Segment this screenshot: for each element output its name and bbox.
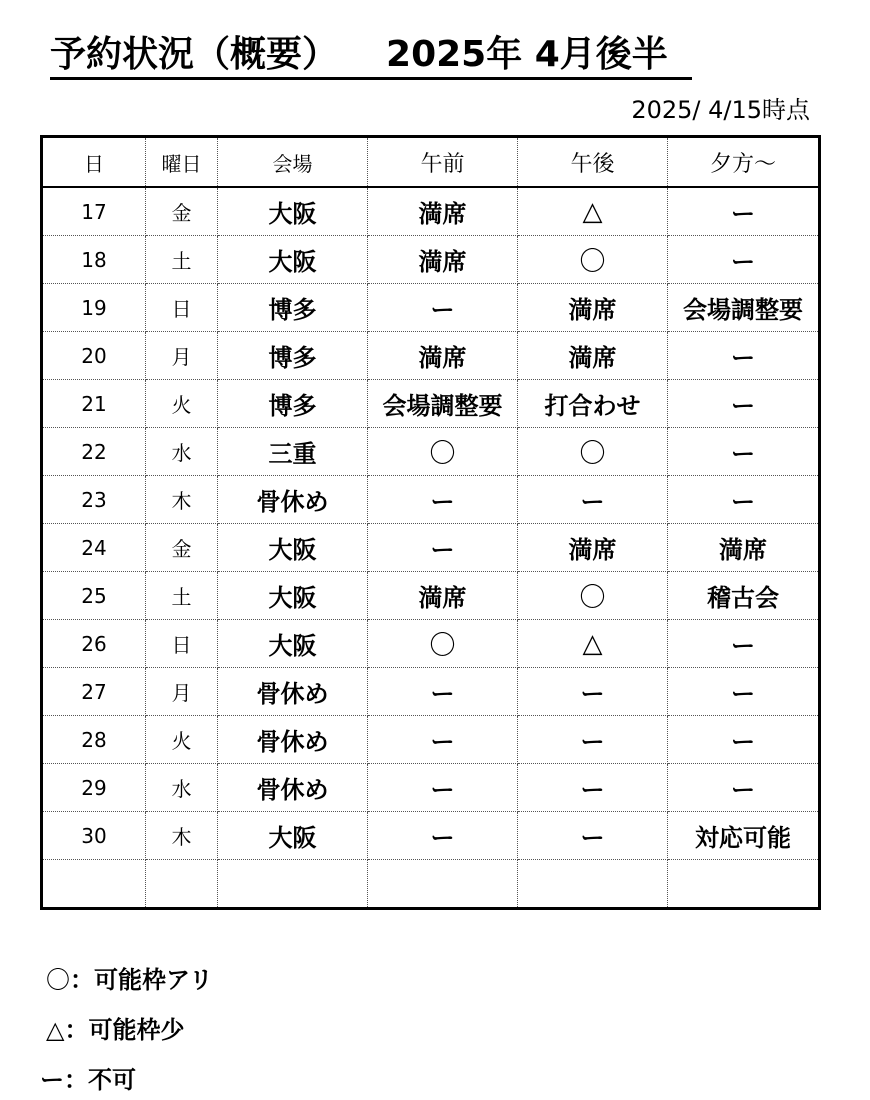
cell-afternoon: 満席	[518, 284, 668, 332]
cell-morning: 満席	[368, 236, 518, 284]
legend-item	[46, 1012, 184, 1048]
legend-text: ：可能枠少	[64, 1016, 185, 1044]
cell-evening: ー	[668, 428, 820, 476]
cell-venue: 骨休め	[218, 716, 368, 764]
page-title	[50, 30, 692, 80]
cell-weekday: 日	[146, 620, 218, 668]
cell-evening: 対応可能	[668, 812, 820, 860]
cell-afternoon: △	[518, 620, 668, 668]
table-row	[42, 572, 820, 620]
table-row	[42, 620, 820, 668]
table-row	[42, 764, 820, 812]
cell-morning: ー	[368, 716, 518, 764]
legend-symbol: 〇	[46, 966, 70, 994]
cell-afternoon: 打合わせ	[518, 380, 668, 428]
cell-afternoon: 〇	[518, 428, 668, 476]
table-row	[42, 428, 820, 476]
cell-afternoon: ー	[518, 716, 668, 764]
table-row	[42, 812, 820, 860]
cell-day: 23	[42, 476, 146, 524]
cell-venue: 大阪	[218, 572, 368, 620]
cell-evening: ー	[668, 380, 820, 428]
table-row	[42, 860, 820, 909]
cell-venue: 大阪	[218, 524, 368, 572]
cell-venue: 骨休め	[218, 764, 368, 812]
cell-day: 28	[42, 716, 146, 764]
cell-venue: 博多	[218, 380, 368, 428]
cell-morning: 満席	[368, 572, 518, 620]
cell-weekday: 水	[146, 428, 218, 476]
cell-evening: ー	[668, 476, 820, 524]
legend-item	[40, 1062, 136, 1098]
legend-text: ：可能枠アリ	[70, 966, 214, 994]
cell-morning: 会場調整要	[368, 380, 518, 428]
cell-day: 21	[42, 380, 146, 428]
cell-evening: 満席	[668, 524, 820, 572]
header-morning: 午前	[368, 137, 518, 188]
cell-afternoon: ー	[518, 812, 668, 860]
legend-item	[46, 962, 213, 998]
cell-afternoon: 満席	[518, 332, 668, 380]
cell-morning: 〇	[368, 428, 518, 476]
cell-weekday: 金	[146, 187, 218, 236]
cell-day	[42, 860, 146, 909]
cell-weekday: 木	[146, 476, 218, 524]
cell-evening: ー	[668, 716, 820, 764]
cell-day: 19	[42, 284, 146, 332]
cell-afternoon: ー	[518, 476, 668, 524]
cell-venue: 大阪	[218, 620, 368, 668]
cell-day: 27	[42, 668, 146, 716]
cell-afternoon: ー	[518, 764, 668, 812]
cell-day: 30	[42, 812, 146, 860]
cell-weekday: 木	[146, 812, 218, 860]
cell-weekday: 土	[146, 236, 218, 284]
cell-weekday: 月	[146, 332, 218, 380]
cell-morning	[368, 860, 518, 909]
cell-evening: ー	[668, 620, 820, 668]
cell-weekday: 火	[146, 380, 218, 428]
cell-day: 26	[42, 620, 146, 668]
cell-day: 17	[42, 187, 146, 236]
cell-evening: ー	[668, 332, 820, 380]
title-period: 2025年 4月後半	[386, 34, 668, 75]
header-day: 日	[42, 137, 146, 188]
cell-weekday: 土	[146, 572, 218, 620]
cell-venue: 三重	[218, 428, 368, 476]
cell-morning: 満席	[368, 187, 518, 236]
cell-weekday: 水	[146, 764, 218, 812]
cell-day: 24	[42, 524, 146, 572]
cell-afternoon: 〇	[518, 236, 668, 284]
cell-evening: 会場調整要	[668, 284, 820, 332]
cell-morning: ー	[368, 668, 518, 716]
header-afternoon: 午後	[518, 137, 668, 188]
cell-venue: 博多	[218, 332, 368, 380]
cell-afternoon: △	[518, 187, 668, 236]
header-evening: 夕方～	[668, 137, 820, 188]
cell-venue: 大阪	[218, 812, 368, 860]
cell-evening: ー	[668, 187, 820, 236]
reservation-table	[40, 135, 821, 910]
table-row	[42, 236, 820, 284]
cell-afternoon: 〇	[518, 572, 668, 620]
header-weekday: 曜日	[146, 137, 218, 188]
cell-afternoon	[518, 860, 668, 909]
as-of-date: 2025/ 4/15時点	[631, 96, 810, 124]
header-venue: 会場	[218, 137, 368, 188]
cell-afternoon: ー	[518, 668, 668, 716]
table-row	[42, 332, 820, 380]
legend-symbol: △	[46, 1016, 65, 1044]
cell-morning: ー	[368, 812, 518, 860]
table-row	[42, 284, 820, 332]
cell-venue	[218, 860, 368, 909]
table-row	[42, 380, 820, 428]
cell-weekday: 日	[146, 284, 218, 332]
table-header-row	[42, 137, 820, 188]
cell-venue: 骨休め	[218, 476, 368, 524]
cell-evening: 稽古会	[668, 572, 820, 620]
cell-morning: ー	[368, 764, 518, 812]
cell-venue: 博多	[218, 284, 368, 332]
cell-venue: 大阪	[218, 236, 368, 284]
title-main: 予約状況（概要）	[50, 34, 339, 75]
cell-morning: 〇	[368, 620, 518, 668]
cell-evening: ー	[668, 764, 820, 812]
cell-morning: ー	[368, 476, 518, 524]
cell-weekday	[146, 860, 218, 909]
table-row	[42, 524, 820, 572]
table-row	[42, 476, 820, 524]
cell-morning: ー	[368, 284, 518, 332]
cell-day: 29	[42, 764, 146, 812]
table-row	[42, 716, 820, 764]
cell-venue: 大阪	[218, 187, 368, 236]
cell-evening: ー	[668, 668, 820, 716]
cell-evening: ー	[668, 236, 820, 284]
cell-weekday: 月	[146, 668, 218, 716]
legend-text: ：不可	[64, 1066, 136, 1094]
cell-evening	[668, 860, 820, 909]
cell-afternoon: 満席	[518, 524, 668, 572]
table-row	[42, 187, 820, 236]
cell-weekday: 金	[146, 524, 218, 572]
legend-symbol: ー	[40, 1066, 64, 1094]
cell-morning: ー	[368, 524, 518, 572]
cell-day: 18	[42, 236, 146, 284]
cell-venue: 骨休め	[218, 668, 368, 716]
cell-weekday: 火	[146, 716, 218, 764]
cell-day: 20	[42, 332, 146, 380]
table-row	[42, 668, 820, 716]
cell-morning: 満席	[368, 332, 518, 380]
table-body	[42, 187, 820, 909]
cell-day: 25	[42, 572, 146, 620]
cell-day: 22	[42, 428, 146, 476]
